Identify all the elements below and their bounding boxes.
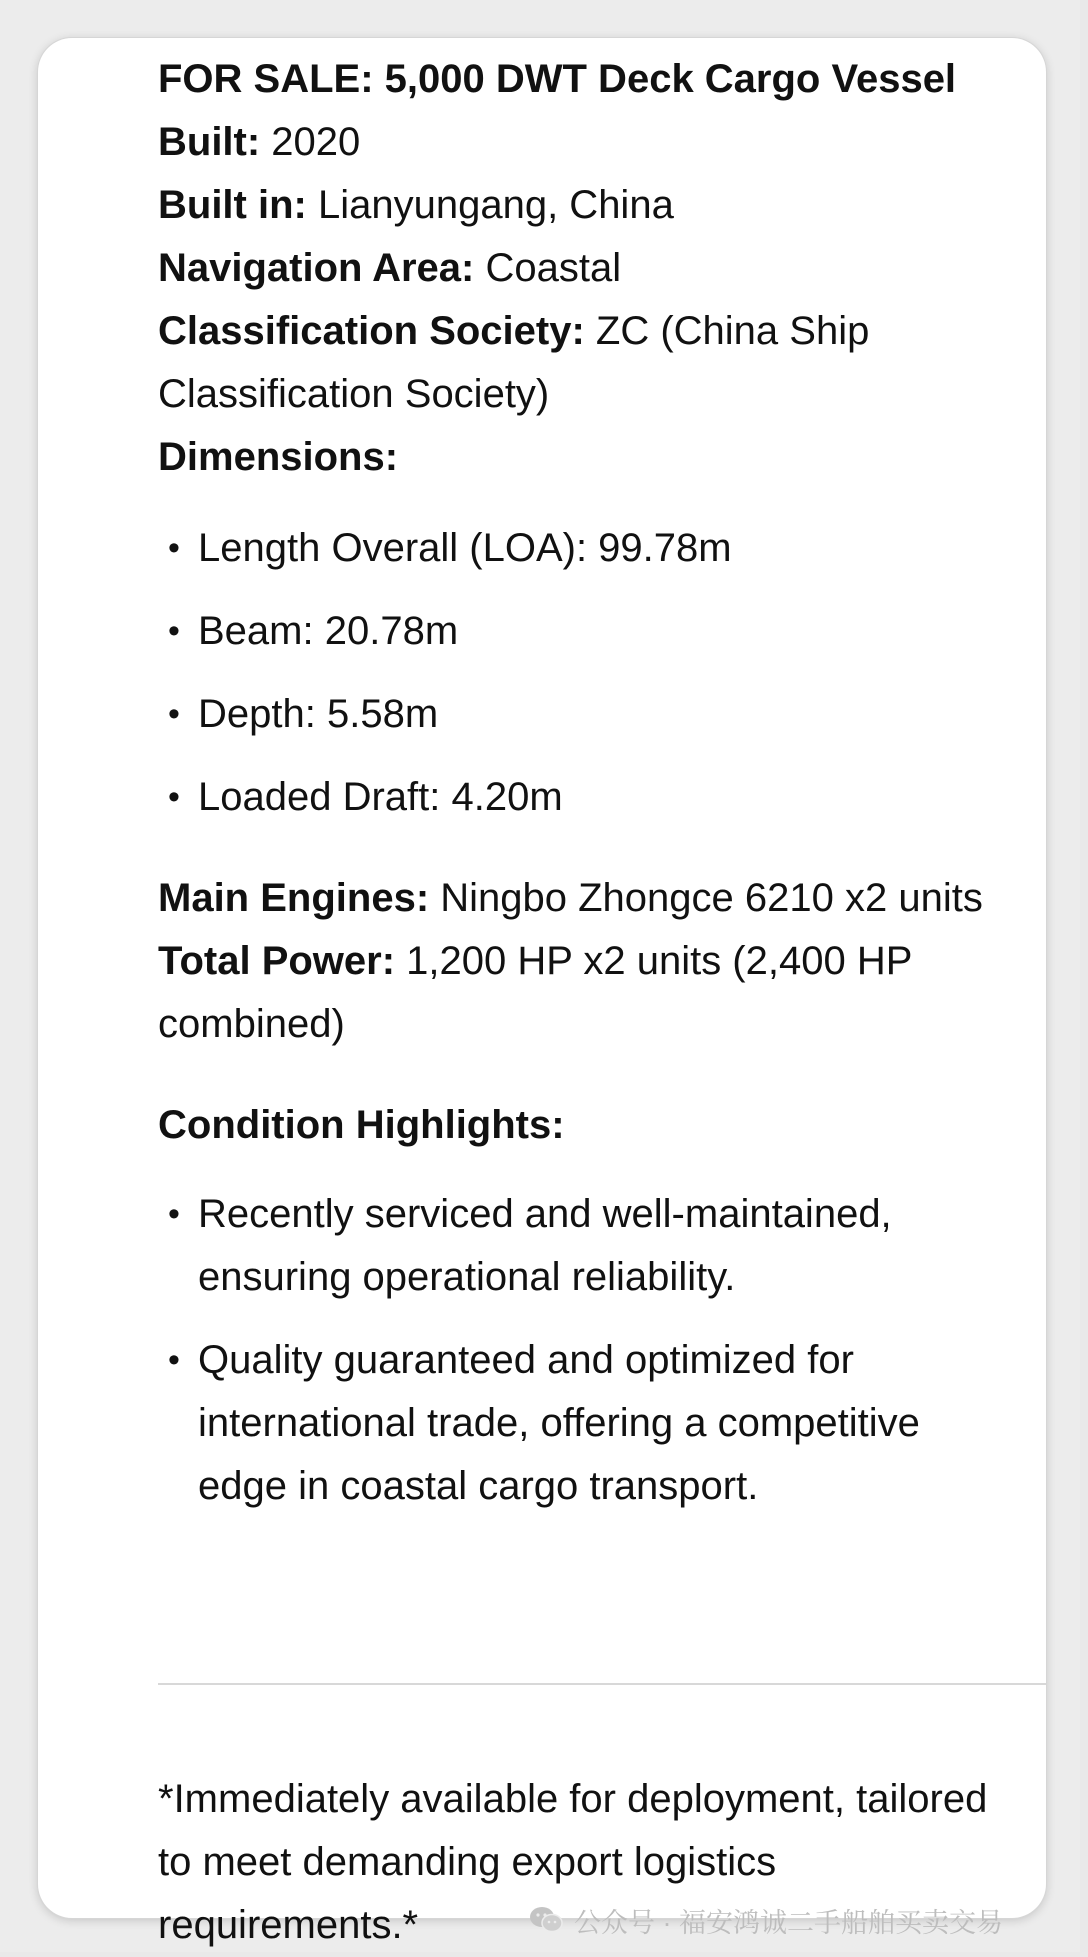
built-in-label: Built in: bbox=[158, 183, 307, 227]
watermark-text: 公众号 · 福安鸿诚二手船舶买卖交易 bbox=[574, 1907, 1003, 1938]
total-power-label: Total Power: bbox=[158, 939, 396, 983]
bullet-icon: • bbox=[168, 778, 180, 816]
list-item bbox=[158, 1183, 1018, 1309]
classification-value: ZC (China Ship Classification Society) bbox=[158, 309, 870, 416]
bullet-icon: • bbox=[168, 695, 180, 733]
navigation-area-label: Navigation Area: bbox=[158, 246, 475, 290]
built-value: 2020 bbox=[260, 120, 361, 164]
main-engines-row bbox=[158, 867, 1088, 930]
main-engines-value: Ningbo Zhongce 6210 x2 units bbox=[429, 876, 983, 920]
dimensions-heading: Dimensions: bbox=[158, 435, 399, 479]
dimensions-list bbox=[158, 517, 1088, 829]
divider bbox=[158, 1683, 1046, 1685]
classification-label: Classification Society: bbox=[158, 309, 585, 353]
condition-text: Recently serviced and well-maintained, ensuring operational reliability. bbox=[198, 1192, 892, 1299]
navigation-area-value: Coastal bbox=[474, 246, 622, 290]
bullet-icon: • bbox=[168, 1341, 180, 1379]
total-power-value: 1,200 HP x2 units (2,400 HP combined) bbox=[158, 939, 912, 1046]
navigation-area-row bbox=[158, 237, 1088, 300]
dimension-text: Beam: 20.78m bbox=[198, 609, 459, 653]
watermark bbox=[528, 1900, 1003, 1940]
built-row bbox=[158, 111, 1088, 174]
listing-content bbox=[158, 38, 1088, 1538]
main-engines-label: Main Engines: bbox=[158, 876, 430, 920]
total-power-row bbox=[158, 930, 958, 1056]
bullet-icon: • bbox=[168, 612, 180, 650]
condition-text: Quality guaranteed and optimized for international trade, offering a competitive edge in coastal cargo transport. bbox=[198, 1338, 920, 1508]
wechat-icon bbox=[528, 1905, 564, 1935]
classification-row bbox=[158, 300, 958, 426]
list-item bbox=[158, 600, 1088, 663]
listing-title: FOR SALE: 5,000 DWT Deck Cargo Vessel bbox=[158, 57, 957, 101]
built-in-row bbox=[158, 174, 1088, 237]
condition-heading: Condition Highlights: bbox=[158, 1103, 565, 1147]
dimension-text: Length Overall (LOA): 99.78m bbox=[198, 526, 732, 570]
list-item bbox=[158, 766, 1088, 829]
bullet-icon: • bbox=[168, 1195, 180, 1233]
dimension-text: Loaded Draft: 4.20m bbox=[198, 775, 563, 819]
condition-list bbox=[158, 1183, 1088, 1518]
dimension-text: Depth: 5.58m bbox=[198, 692, 439, 736]
list-item bbox=[158, 683, 1088, 746]
list-item bbox=[158, 1329, 1018, 1518]
built-label: Built: bbox=[158, 120, 261, 164]
bullet-icon: • bbox=[168, 529, 180, 567]
footnote: *Immediately available for deployment, tailored to meet demanding export logistics requirements.* bbox=[158, 1777, 988, 1947]
list-item bbox=[158, 517, 1088, 580]
built-in-value: Lianyungang, China bbox=[306, 183, 674, 227]
